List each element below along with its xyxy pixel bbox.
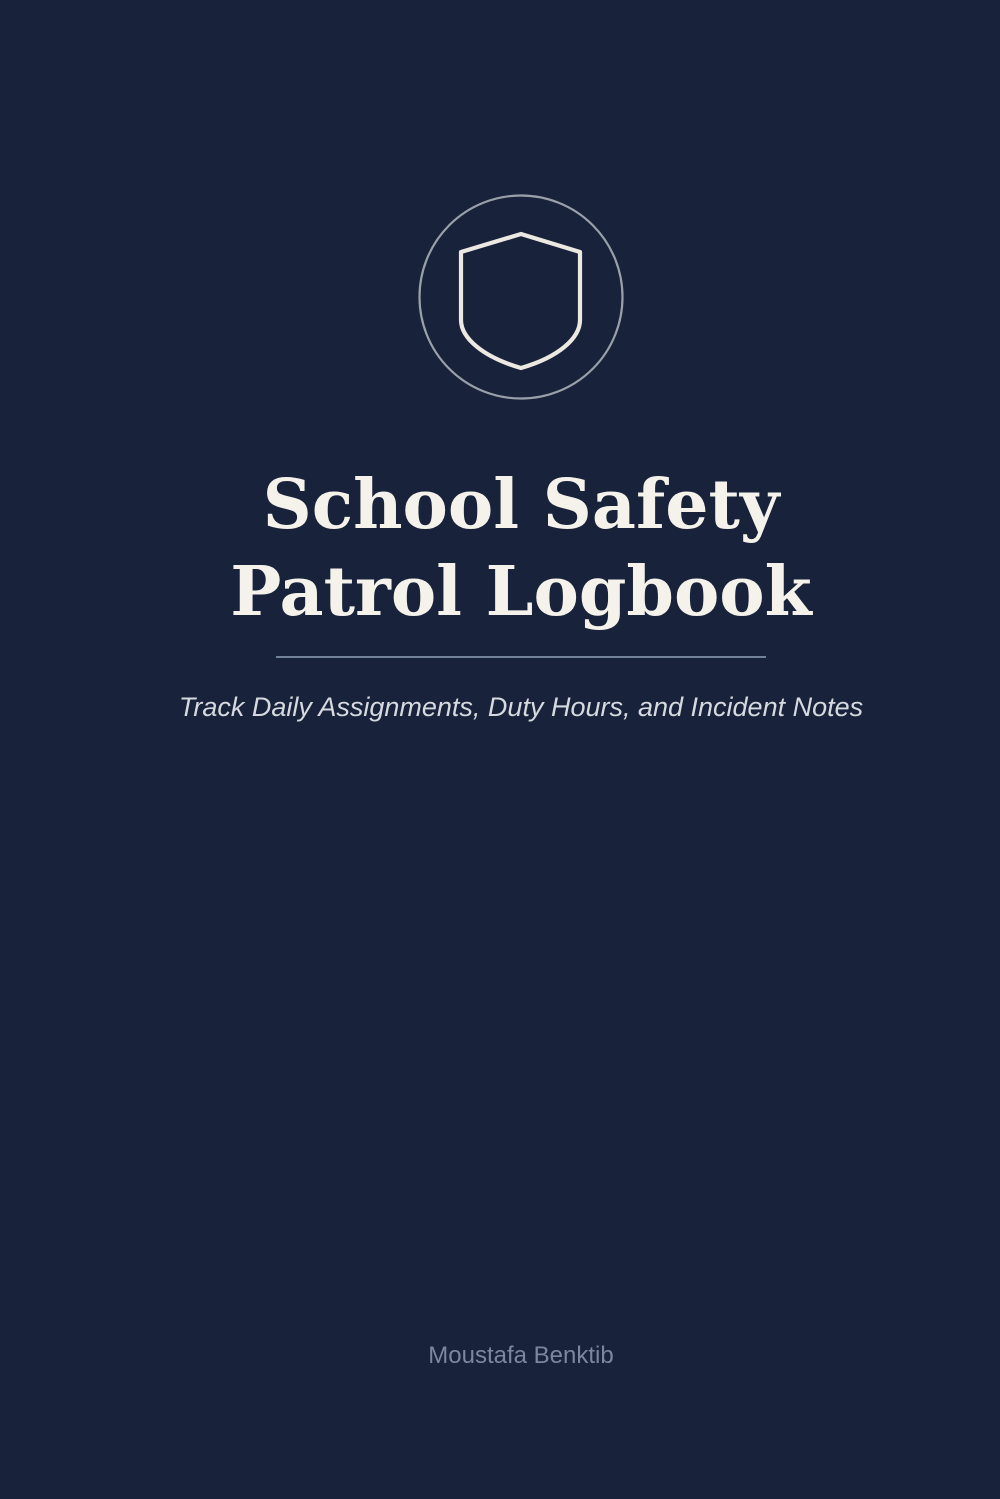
shield-icon bbox=[418, 194, 624, 400]
book-title bbox=[0, 462, 1000, 636]
book-subtitle: Track Daily Assignments, Duty Hours, and Incident Notes bbox=[178, 692, 864, 722]
book-title-line-1: School Safety bbox=[262, 465, 780, 545]
book-title-line-2: Patrol Logbook bbox=[230, 552, 812, 632]
author-name: Moustafa Benktib bbox=[428, 1342, 614, 1369]
title-divider bbox=[276, 656, 766, 658]
shield-emblem bbox=[418, 194, 624, 400]
